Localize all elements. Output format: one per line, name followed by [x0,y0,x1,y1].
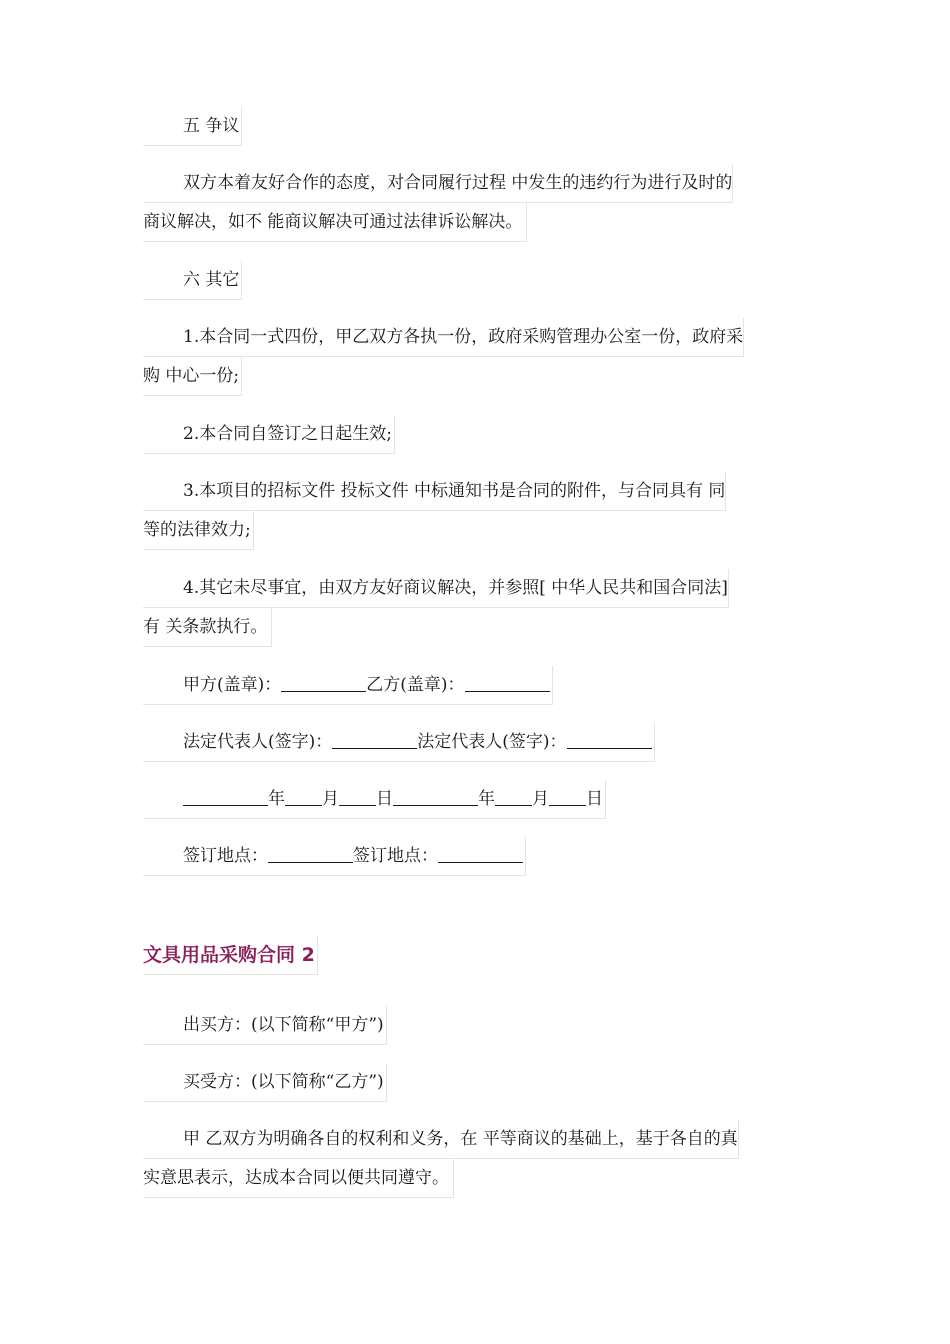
item-4-line-1: 4.其它未尽事宜，由双方友好商议解决，并参照[ 中华人民共和国合同法] [143,569,729,608]
seal-line [143,666,553,705]
item-3-line-2: 等的法律效力; [143,511,254,550]
buyer-text: 出买方：(以下简称“甲方”) [143,1006,387,1045]
month-b-label: 月 [532,789,549,809]
section-five-paragraph [143,164,733,242]
month-a-label: 月 [322,789,339,809]
section-six-item-3 [143,472,726,550]
seal-row [143,666,553,705]
place-a-blank [268,842,353,863]
buyer-line [143,1006,387,1045]
intro-line-2: 实意思表示，达成本合同以便共同遵守。 [143,1159,454,1198]
representative-line [143,723,655,762]
place-b-blank [438,842,523,863]
intro-paragraph [143,1120,739,1198]
section-six-item-2 [143,415,395,454]
day-b-blank [549,785,586,806]
item-1-line-2: 购 中心一份; [143,357,242,396]
item-1-line-1: 1.本合同一式四份，甲乙双方各执一份，政府采购管理办公室一份，政府采 [143,318,744,357]
month-a-blank [285,785,322,806]
rep-a-label: 法定代表人(签字)： [183,732,333,752]
year-a-blank [183,785,268,806]
item-4-line-2: 有 关条款执行。 [143,608,272,647]
section-six-item-4 [143,569,729,647]
intro-line-1: 甲 乙双方为明确各自的权利和义务，在 平等商议的基础上，基于各自的真 [143,1120,739,1159]
place-b-label: 签订地点： [353,846,438,866]
year-b-blank [393,785,478,806]
party-a-seal-blank [281,671,366,692]
day-a-label: 日 [376,789,393,809]
day-b-label: 日 [586,789,603,809]
section-five-line-1: 双方本着友好合作的态度，对合同履行过程 中发生的违约行为进行及时的 [143,164,733,203]
item-2-line: 2.本合同自签订之日起生效; [143,415,395,454]
rep-b-blank [567,728,652,749]
section-five-title: 五 争议 [143,107,242,146]
place-a-label: 签订地点： [183,846,268,866]
date-line [143,780,606,819]
party-b-seal-label: 乙方(盖章)： [366,675,465,695]
date-row [143,780,606,819]
section-five-title-block [143,107,242,146]
rep-a-blank [332,728,417,749]
rep-b-label: 法定代表人(签字)： [417,732,567,752]
section-six-item-1 [143,318,744,396]
month-b-blank [495,785,532,806]
seller-line [143,1063,387,1102]
place-row [143,837,526,876]
place-line [143,837,526,876]
year-b-label: 年 [478,789,495,809]
representative-row [143,723,655,762]
party-a-seal-label: 甲方(盖章)： [183,675,282,695]
year-a-label: 年 [268,789,285,809]
item-3-line-1: 3.本项目的招标文件 投标文件 中标通知书是合同的附件，与合同具有 同 [143,472,726,511]
party-b-seal-blank [465,671,550,692]
contract-2-heading: 文具用品采购合同 2 [143,936,318,975]
day-a-blank [339,785,376,806]
section-five-line-2: 商议解决，如不 能商议解决可通过法律诉讼解决。 [143,203,527,242]
section-six-title: 六 其它 [143,261,242,300]
section-six-title-block [143,261,242,300]
seller-text: 买受方：(以下简称“乙方”) [143,1063,387,1102]
